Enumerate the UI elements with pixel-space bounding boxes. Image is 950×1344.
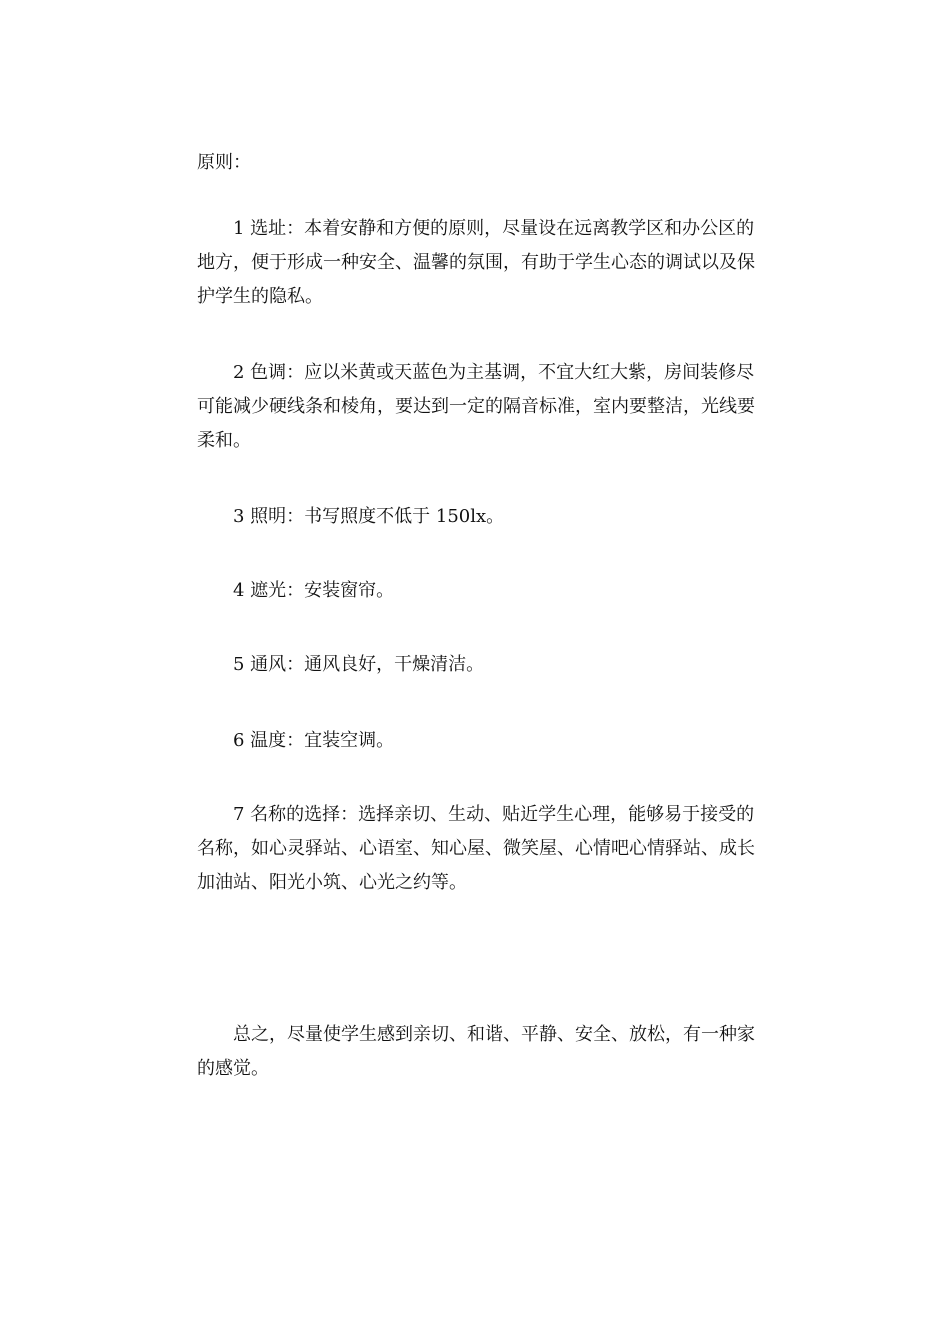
paragraph-shading: 4 遮光：安装窗帘。 (233, 580, 395, 601)
paragraph-lighting: 3 照明：书写照度不低于 150lx。 (233, 506, 505, 527)
paragraph-location: 1 选址：本着安静和方便的原则，尽量设在远离教学区和办公区的地方，便于形成一种安全、温馨的氛围，有助于学生心态的调试以及保护学生的隐私。 (197, 218, 755, 307)
paragraph-naming: 7 名称的选择：选择亲切、生动、贴近学生心理，能够易于接受的名称，如心灵驿站、心语室、知心屋、微笑屋、心情吧心情驿站、成长加油站、阳光小筑、心光之约等。 (197, 804, 755, 893)
paragraph-ventilation: 5 通风：通风良好，干燥清洁。 (233, 654, 485, 675)
section-heading: 原则： (197, 152, 251, 173)
paragraph-summary: 总之，尽量使学生感到亲切、和谐、平静、安全、放松，有一种家的感觉。 (197, 1024, 755, 1079)
paragraph-color-tone: 2 色调：应以米黄或天蓝色为主基调，不宜大红大紫，房间装修尽可能减少硬线条和棱角，要达到一定的隔音标准，室内要整洁，光线要柔和。 (197, 362, 755, 451)
paragraph-temperature: 6 温度：宜装空调。 (233, 730, 395, 751)
